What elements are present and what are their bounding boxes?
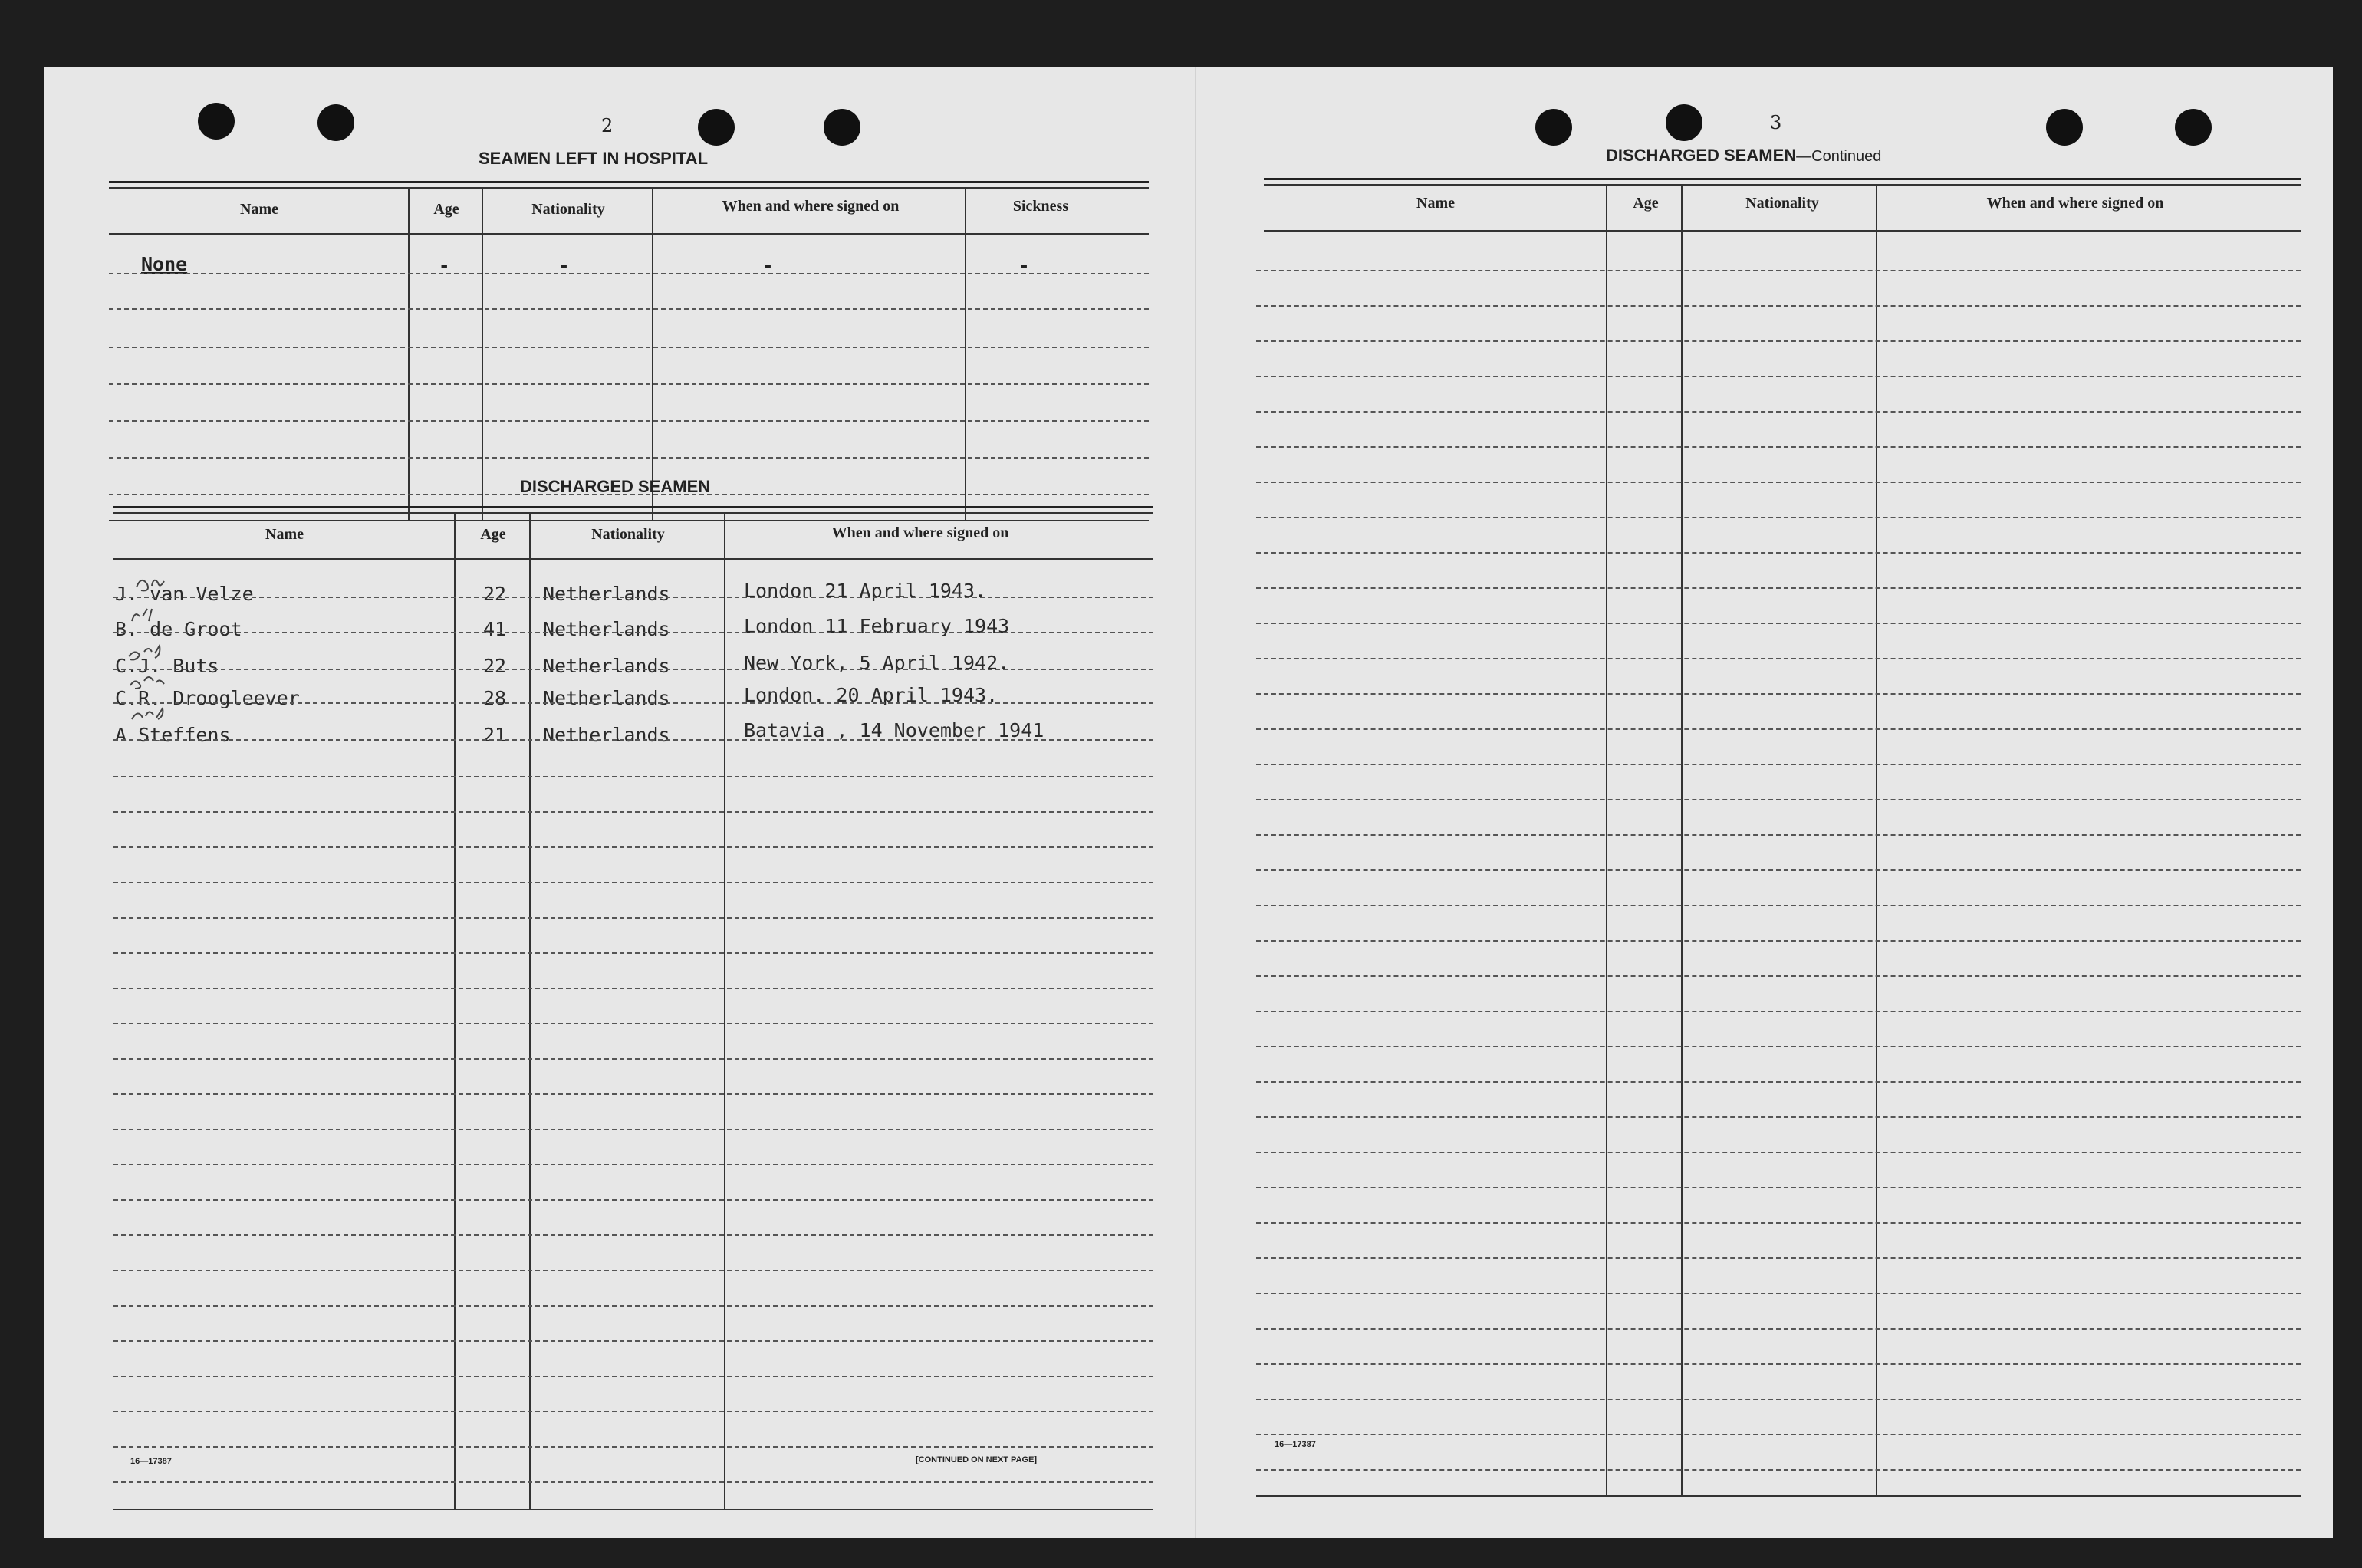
row-line bbox=[113, 1411, 1153, 1412]
rule bbox=[1264, 178, 2301, 180]
punch-hole bbox=[198, 103, 235, 140]
row-line bbox=[1256, 623, 2301, 624]
hospital-signed-on-dash: - bbox=[762, 255, 774, 276]
rule bbox=[1264, 184, 2301, 186]
column-divider bbox=[529, 514, 531, 1510]
row-line bbox=[113, 917, 1153, 919]
document-sheet bbox=[44, 67, 2333, 1538]
row-line bbox=[113, 597, 1153, 598]
row-line bbox=[113, 669, 1153, 670]
row-line bbox=[113, 811, 1153, 813]
row-line bbox=[1256, 376, 2301, 377]
hospital-header-name: Name bbox=[240, 201, 278, 218]
discharged-signed-on: London 11 February 1943 bbox=[744, 615, 1010, 637]
discharged-age: 22 bbox=[483, 583, 507, 605]
row-line bbox=[1256, 1116, 2301, 1118]
discharged-age: 22 bbox=[483, 655, 507, 677]
row-line bbox=[109, 347, 1149, 348]
row-line bbox=[113, 846, 1153, 848]
rule bbox=[1256, 1495, 2301, 1497]
row-line bbox=[1256, 446, 2301, 448]
discharged-nationality: Netherlands bbox=[543, 655, 670, 677]
column-divider bbox=[652, 189, 653, 520]
punch-hole bbox=[2175, 109, 2212, 146]
row-line bbox=[1256, 1046, 2301, 1047]
row-line bbox=[113, 1305, 1153, 1307]
discharged-age: 41 bbox=[483, 618, 507, 640]
row-line bbox=[1256, 693, 2301, 695]
column-divider bbox=[1681, 186, 1683, 1495]
row-line bbox=[1256, 411, 2301, 413]
row-line bbox=[109, 273, 1149, 274]
discharged-continued-title bbox=[1606, 146, 1881, 166]
form-number-left: 16—17387 bbox=[130, 1457, 172, 1466]
row-line bbox=[109, 308, 1149, 310]
discharged-age: 28 bbox=[483, 687, 507, 709]
row-line bbox=[1256, 658, 2301, 659]
row-line bbox=[113, 882, 1153, 883]
row-line bbox=[1256, 764, 2301, 765]
discharged-nationality: Netherlands bbox=[543, 724, 670, 746]
discharged-name: C.R. Droogleever bbox=[115, 687, 300, 709]
row-line bbox=[113, 702, 1153, 704]
row-line bbox=[113, 1340, 1153, 1342]
row-line bbox=[113, 1023, 1153, 1024]
continued-header-nationality: Nationality bbox=[1745, 195, 1819, 212]
row-line bbox=[113, 1199, 1153, 1201]
punch-hole bbox=[2046, 109, 2083, 146]
row-line bbox=[113, 1481, 1153, 1483]
rule bbox=[109, 520, 1149, 521]
title-suffix: —Continued bbox=[1796, 148, 1882, 165]
hospital-header-sickness: Sickness bbox=[1012, 198, 1069, 215]
column-divider bbox=[454, 514, 456, 1510]
column-divider bbox=[965, 189, 966, 520]
continued-note: [CONTINUED ON NEXT PAGE] bbox=[916, 1455, 1038, 1464]
hospital-nationality-dash: - bbox=[558, 255, 570, 276]
punch-hole bbox=[824, 109, 860, 146]
column-divider bbox=[724, 514, 725, 1510]
row-line bbox=[1256, 1222, 2301, 1224]
row-line bbox=[1256, 482, 2301, 483]
punch-hole bbox=[1666, 104, 1702, 141]
page-fold bbox=[1195, 67, 1196, 1538]
row-line bbox=[1256, 975, 2301, 977]
row-line bbox=[109, 383, 1149, 385]
continued-header-signed-on: When and where signed on bbox=[1986, 195, 2164, 212]
hospital-table-title: SEAMEN LEFT IN HOSPITAL bbox=[479, 149, 709, 168]
discharged-signed-on: London 21 April 1943. bbox=[744, 580, 987, 602]
row-line bbox=[113, 988, 1153, 989]
row-line bbox=[1256, 1293, 2301, 1294]
row-line bbox=[113, 632, 1153, 633]
row-line bbox=[1256, 799, 2301, 800]
row-line bbox=[113, 1376, 1153, 1377]
punch-hole bbox=[698, 109, 735, 146]
column-divider bbox=[1606, 186, 1607, 1495]
rule bbox=[113, 558, 1153, 560]
row-line bbox=[1256, 587, 2301, 589]
row-line bbox=[113, 952, 1153, 954]
rule bbox=[113, 1509, 1153, 1510]
rule bbox=[109, 233, 1149, 235]
row-line bbox=[1256, 1011, 2301, 1012]
discharged-name: J. van Velze bbox=[115, 583, 254, 605]
column-divider bbox=[408, 189, 410, 520]
form-number-right: 16—17387 bbox=[1275, 1440, 1316, 1449]
punch-hole bbox=[1535, 109, 1572, 146]
hospital-sickness-dash: - bbox=[1018, 255, 1030, 276]
row-line bbox=[1256, 517, 2301, 518]
discharged-header-signed-on: When and where signed on bbox=[831, 524, 1009, 541]
continued-header-age: Age bbox=[1633, 195, 1659, 212]
row-line bbox=[1256, 305, 2301, 307]
discharged-nationality: Netherlands bbox=[543, 618, 670, 640]
row-line bbox=[113, 1058, 1153, 1060]
row-line bbox=[113, 1164, 1153, 1165]
row-line bbox=[1256, 1257, 2301, 1259]
row-line bbox=[1256, 270, 2301, 271]
row-line bbox=[1256, 1469, 2301, 1471]
row-line bbox=[1256, 905, 2301, 906]
row-line bbox=[1256, 340, 2301, 342]
rule bbox=[109, 181, 1149, 183]
row-line bbox=[1256, 728, 2301, 730]
row-line bbox=[109, 420, 1149, 422]
row-line bbox=[1256, 1152, 2301, 1153]
row-line bbox=[113, 1234, 1153, 1236]
discharged-signed-on: New York, 5 April 1942. bbox=[744, 652, 1010, 674]
rule bbox=[1264, 230, 2301, 232]
rule bbox=[109, 187, 1149, 189]
row-line bbox=[1256, 1399, 2301, 1400]
discharged-table-title: DISCHARGED SEAMEN bbox=[520, 477, 711, 496]
hospital-header-signed-on: When and where signed on bbox=[722, 198, 900, 215]
punch-hole bbox=[317, 104, 354, 141]
row-line bbox=[1256, 1081, 2301, 1083]
column-divider bbox=[482, 189, 483, 520]
page-number-right: 3 bbox=[1770, 112, 1782, 133]
discharged-name: B. de Groot bbox=[115, 618, 242, 640]
hospital-header-age: Age bbox=[433, 201, 459, 218]
discharged-age: 21 bbox=[483, 724, 507, 746]
row-line bbox=[1256, 834, 2301, 836]
discharged-header-nationality: Nationality bbox=[591, 526, 665, 543]
row-line bbox=[1256, 1363, 2301, 1365]
discharged-header-age: Age bbox=[480, 526, 506, 543]
row-line bbox=[113, 1270, 1153, 1271]
row-line bbox=[113, 1093, 1153, 1095]
row-line bbox=[1256, 1328, 2301, 1330]
row-line bbox=[109, 457, 1149, 459]
row-line bbox=[113, 1446, 1153, 1448]
row-line bbox=[113, 739, 1153, 741]
discharged-name: A Steffens bbox=[115, 724, 231, 746]
row-line bbox=[1256, 869, 2301, 871]
title-main: DISCHARGED SEAMEN bbox=[1606, 146, 1797, 165]
row-line bbox=[113, 1129, 1153, 1130]
row-line bbox=[1256, 1434, 2301, 1435]
discharged-nationality: Netherlands bbox=[543, 583, 670, 605]
row-line bbox=[113, 776, 1153, 777]
discharged-header-name: Name bbox=[265, 526, 304, 543]
column-divider bbox=[1876, 186, 1877, 1495]
discharged-signed-on: London. 20 April 1943. bbox=[744, 684, 998, 706]
discharged-nationality: Netherlands bbox=[543, 687, 670, 709]
rule bbox=[113, 512, 1153, 514]
handwritten-annotation bbox=[121, 566, 190, 804]
continued-header-name: Name bbox=[1416, 195, 1455, 212]
discharged-signed-on: Batavia , 14 November 1941 bbox=[744, 719, 1044, 741]
discharged-name: C.J. Buts bbox=[115, 655, 219, 677]
hospital-entry-none: None bbox=[141, 253, 188, 275]
row-line bbox=[1256, 552, 2301, 554]
row-line bbox=[1256, 1187, 2301, 1188]
page-number-left: 2 bbox=[601, 115, 614, 136]
hospital-age-dash: - bbox=[439, 255, 450, 276]
row-line bbox=[1256, 940, 2301, 942]
rule bbox=[113, 506, 1153, 508]
hospital-header-nationality: Nationality bbox=[531, 201, 605, 218]
